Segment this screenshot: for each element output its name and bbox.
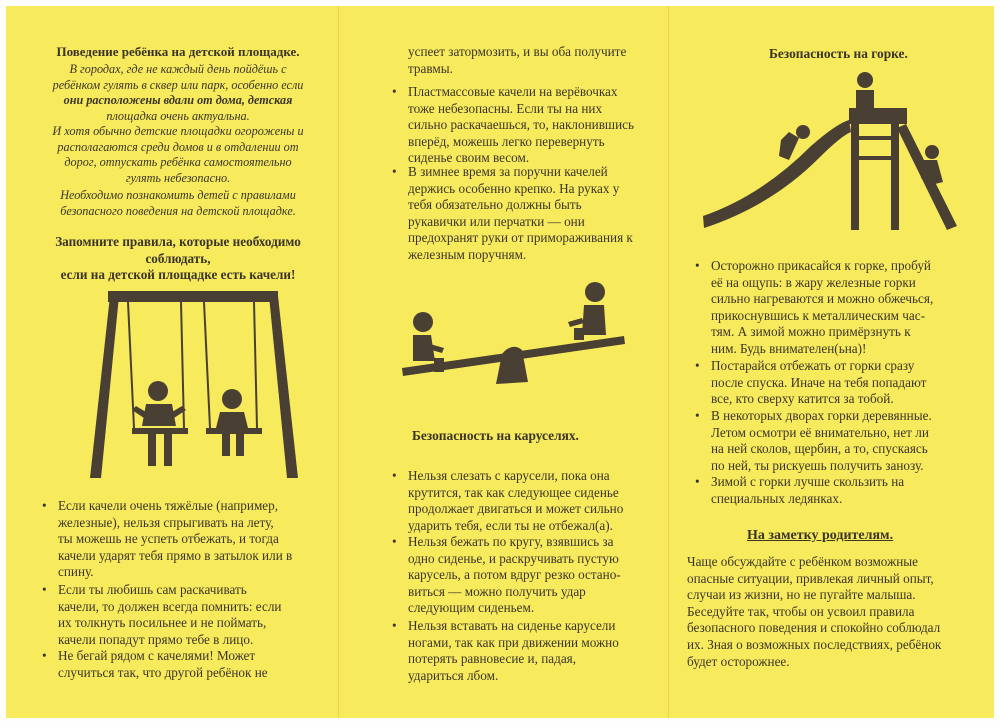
bullet-line: Осторожно прикасайся к горке, пробуй [711,258,931,273]
bullet-line: на ней сколов, щербин, а то, спускаясь [711,441,928,457]
slide-section-title: Безопасность на горке. [769,46,908,61]
list-item [392,84,654,167]
seesaw-icon [398,278,628,386]
bullet-line: Летом осмотри её внимательно, нет ли [711,424,929,440]
bullet-line: сильно нагреваются и можно обжечься, [711,291,934,307]
rules-line: если на детской площадке есть качели! [60,267,296,282]
list-item [42,582,324,648]
bullet-icon: • [695,358,700,373]
carousel-section-title: Безопасность на каруселях. [412,428,579,443]
bullet-line: Нельзя вставать на сиденье карусели [408,618,616,633]
slide-icon [701,66,959,234]
bullet-line: вперёд, можешь легко перевернуть [408,133,605,149]
bullet-line: их толкнуть посильнее и не поймать, [58,615,267,631]
bullet-line: тоже небезопасны. Если ты на них [408,100,603,116]
bullet-line: Нельзя слезать с карусели, пока она [408,468,610,483]
list-item [392,468,654,534]
brochure-sheet [6,6,994,718]
list-item [695,258,967,358]
bullet-icon: • [42,648,47,663]
list-item [392,618,654,684]
bullet-line: ним. Будь внимателен(ьна)! [711,340,867,356]
bullet-line: крутится, так как следующее сиденье [408,484,619,500]
rules-line: соблюдать, [145,250,211,266]
panel1-intro-2 [28,188,328,219]
bullet-line: В некоторых дворах горки деревянные. [711,408,932,423]
bullet-line: ты можешь не успеть отбежать, и тогда [58,531,279,547]
fold-line [668,6,669,718]
bullet-line: случиться так, что другой ребёнок не [58,664,268,680]
intro-line: ребёнком гулять в сквер или парк, особенно если [52,77,304,92]
bullet-line: Не бегай рядом с качелями! Может [58,648,256,663]
bullet-line: качели, то должен всегда помнить: если [58,598,282,614]
intro-line: Необходимо познакомить детей с правилами [60,188,296,202]
bullet-line: предохранят руки от примораживания к [408,230,633,246]
swing-icon [86,288,308,482]
bullet-line: качели ударят тебя прямо в затылок или в [58,547,293,563]
list-item [695,358,967,408]
bullet-line: качели попадут прямо тебе в лицо. [58,631,254,647]
bullet-icon: • [695,258,700,273]
panel1-title: Поведение ребёнка на детской площадке. [56,44,300,59]
bullet-line: сиденье своим весом. [408,150,530,166]
text-line: Беседуйте так, чтобы он усвоил правила [687,603,915,619]
bullet-line: В зимнее время за поручни качелей [408,164,608,179]
bullet-line: все, кто сверху катится за тобой. [711,391,894,407]
fold-line [338,6,339,718]
bullet-line: следующим сиденьем. [408,600,535,616]
text-line: их. Зная о возможных последствиях, ребёнок [687,636,942,652]
list-item [392,534,654,617]
panel1-intro [28,62,328,186]
bullet-line: прикоснувшись к металлическим час- [711,307,925,323]
bullet-icon: • [392,534,397,549]
list-item [42,498,324,581]
intro-line: они расположены вдали от дома, детская [63,93,293,107]
bullet-icon: • [392,164,397,179]
swing-rules-heading [28,234,328,284]
bullet-line: Пластмассовые качели на верёвочках [408,84,618,99]
bullet-line: железным поручням. [408,246,527,262]
bullet-line: железные), нельзя спрыгивать на лету, [58,514,274,530]
bullet-line: Нельзя бежать по кругу, взявшись за [408,534,614,549]
parents-text [687,554,963,670]
continued-text [408,44,658,77]
intro-line: безопасного поведения на детской площадке. [60,203,296,218]
bullet-line: Постарайся отбежать от горки сразу [711,358,915,373]
bullet-line: виться — можно получить удар [408,583,586,599]
bullet-icon: • [42,498,47,513]
list-item [392,164,654,264]
bullet-line: одно сиденье, и раскручивать пустую [408,550,619,566]
text-line: безопасного поведения и спокойно соблюдал [687,620,941,636]
list-item [42,648,324,681]
bullet-line: ногами, так как при движении можно [408,634,619,650]
intro-line: дорог, отпускать ребёнка самостоятельно [64,155,292,169]
bullet-icon: • [392,618,397,633]
text-line: опасные ситуации, привлекая личный опыт, [687,570,934,586]
bullet-line: тебя обязательно должны быть [408,197,582,213]
bullet-line: Если качели очень тяжёлые (например, [58,498,279,513]
bullet-icon: • [392,84,397,99]
bullet-line: Если ты любишь сам раскачивать [58,582,247,597]
bullet-line: удариться лбом. [408,667,499,683]
bullet-icon: • [42,582,47,597]
intro-line: В городах, где не каждый день пойдёшь с [69,62,287,76]
bullet-line: сильно раскачаешься, то, наклонившись [408,117,634,133]
bullet-line: её на ощупь: в жару железные горки [711,274,916,290]
bullet-line: потерять равновесие и, падая, [408,651,577,667]
bullet-icon: • [695,408,700,423]
intro-line: располагаются среди домов и в отдалении от [57,139,299,154]
bullet-line: специальных ледянках. [711,490,843,506]
text-line: успеет затормозить, и вы оба получите [408,44,627,59]
bullet-line: продолжает двигаться и может сильно [408,501,624,517]
text-line: Чаще обсуждайте с ребёнком возможные [687,554,918,569]
bullet-line: после спуска. Иначе на тебя попадают [711,374,927,390]
text-line: травмы. [408,60,453,76]
bullet-line: держись особенно крепко. На руках у [408,180,620,196]
bullet-icon: • [392,468,397,483]
intro-line: площадка очень актуальна. [106,108,250,123]
text-line: будет осторожнее. [687,653,790,669]
rules-line: Запомните правила, которые необходимо [55,234,301,249]
bullet-icon: • [695,474,700,489]
bullet-line: ударить тебя, если ты не отбежал(а). [408,517,613,533]
bullet-line: Зимой с горки лучше скользить на [711,474,905,489]
list-item [695,474,967,507]
bullet-line: по ней, ты рискуешь получить занозу. [711,457,924,473]
bullet-line: рукавички или перчатки — они [408,213,585,229]
bullet-line: спину. [58,564,94,580]
intro-line: И хотя обычно детские площадки огорожены и [52,124,304,138]
text-line: случаи из жизни, но не пугайте малыша. [687,587,916,603]
bullet-line: тям. А зимой можно примёрзнуть к [711,324,911,340]
intro-line: гулять небезопасно. [125,170,231,185]
bullet-line: карусель, а потом вдруг резко остано- [408,567,621,583]
parents-section-title: На заметку родителям. [747,528,894,543]
list-item [695,408,967,474]
